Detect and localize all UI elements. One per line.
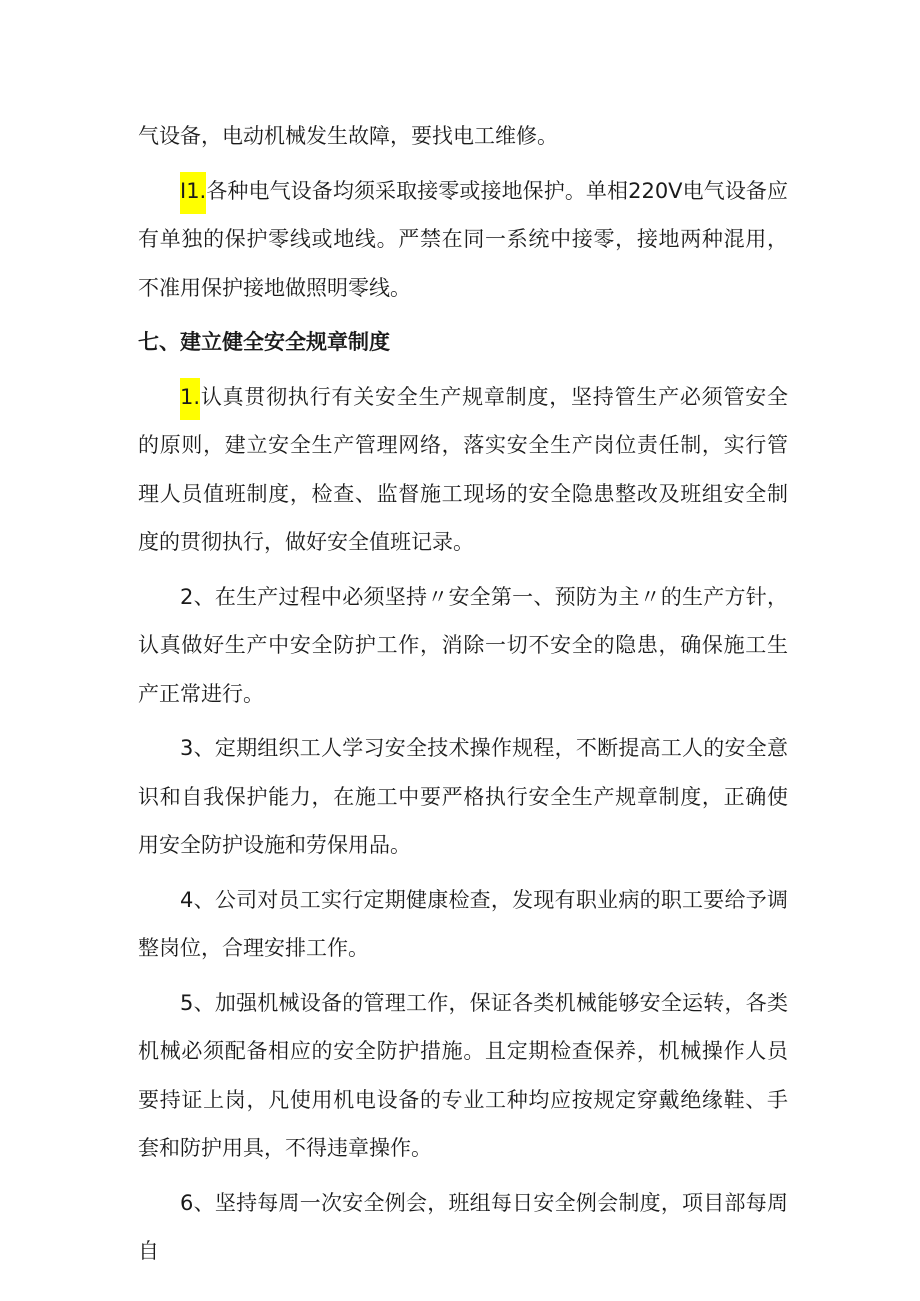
paragraph-continuation (138, 112, 788, 161)
paragraph-item-3 (138, 724, 788, 870)
paragraph-item-6 (138, 1179, 788, 1276)
document-page (138, 112, 788, 1282)
section-heading (138, 318, 788, 367)
paragraph-text: 气设备，电动机械发生故障，要找电工维修。 (138, 124, 558, 148)
paragraph-text: 各种电气设备均须采取接零或接地保护。单相220V电气设备应有单独的保护零线或地线。严禁在同一系统中接零，接地两种混用，不准用保护接地做照明零线。 (138, 178, 788, 300)
paragraph-text: 认真贯彻执行有关安全生产规章制度，坚持管生产必须管安全的原则，建立安全生产管理网络，落实安全生产岗位责任制，实行管理人员值班制度，检查、监督施工现场的安全隐患整改及班组安全制度的贯彻执行，做好安全值班记录。 (138, 384, 788, 554)
paragraph-item-4 (138, 876, 788, 973)
highlighted-item-number: I1. (180, 172, 206, 214)
paragraph-text: 3、定期组织工人学习安全技术操作规程，不断提高工人的安全意识和自我保护能力，在施工中要严格执行安全生产规章制度，正确使用安全防护设施和劳保用品。 (138, 736, 788, 857)
paragraph-item-2 (138, 573, 788, 719)
paragraph-item-5 (138, 979, 788, 1173)
paragraph-text: 4、公司对员工实行定期健康检查，发现有职业病的职工要给予调整岗位，合理安排工作。 (138, 887, 788, 960)
paragraph-text: 6、坚持每周一次安全例会，班组每日安全例会制度，项目部每周自 (138, 1190, 788, 1263)
paragraph-text: 5、加强机械设备的管理工作，保证各类机械能够安全运转，各类机械必须配备相应的安全防护措施。且定期检查保养，机械操作人员要持证上岗，凡使用机电设备的专业工种均应按规定穿戴绝缘鞋、手套和防护用具，不得违章操作。 (138, 990, 788, 1160)
paragraph-item-1 (138, 373, 788, 567)
highlighted-item-number: 1. (180, 378, 200, 420)
paragraph-text: 2、在生产过程中必须坚持〃安全第一、预防为主〃的生产方针，认真做好生产中安全防护工作，消除一切不安全的隐患，确保施工生产正常进行。 (138, 584, 788, 706)
section-heading-text: 七、建立健全安全规章制度 (138, 330, 390, 354)
paragraph-item-11 (138, 167, 788, 313)
